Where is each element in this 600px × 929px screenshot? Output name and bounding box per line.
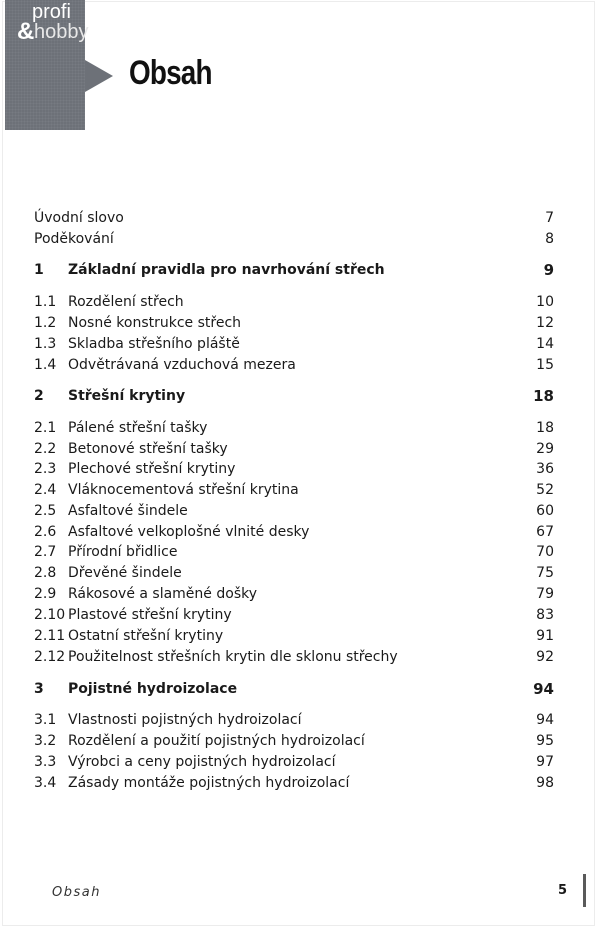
toc-title: Pálené střešní tašky (68, 420, 208, 436)
toc-page-number: 60 (536, 503, 554, 519)
toc-page-number: 70 (536, 544, 554, 560)
toc-number: 3 (34, 681, 44, 697)
toc-title: Dřevěné šindele (68, 565, 182, 581)
toc-number: 1 (34, 262, 44, 278)
toc-section (34, 605, 554, 625)
toc-page-number: 12 (536, 315, 554, 331)
toc-section (34, 480, 554, 500)
toc-section (34, 752, 554, 772)
toc-section (34, 563, 554, 583)
toc-front-matter (34, 229, 554, 249)
toc-section (34, 710, 554, 730)
toc-page-number: 15 (536, 357, 554, 373)
brand-logo-hobby: hobby (34, 21, 89, 43)
toc-front-matter (34, 208, 554, 228)
toc-section (34, 439, 554, 459)
toc-title: Výrobci a ceny pojistných hydroizolací (68, 754, 336, 770)
toc-title: Přírodní břidlice (68, 544, 178, 560)
toc-number: 1.3 (34, 336, 57, 352)
toc-title: Plechové střešní krytiny (68, 461, 236, 477)
toc-section (34, 501, 554, 521)
toc-page-number: 14 (536, 336, 554, 352)
toc-title: Plastové střešní krytiny (68, 607, 232, 623)
toc-number: 2.3 (34, 461, 57, 477)
toc-page-number: 29 (536, 441, 554, 457)
toc-number: 2.1 (34, 420, 57, 436)
toc-title: Úvodní slovo (34, 210, 124, 226)
toc-section (34, 459, 554, 479)
toc-title: Skladba střešního pláště (68, 336, 240, 352)
toc-page-number: 8 (545, 231, 554, 247)
toc-title: Ostatní střešní krytiny (68, 628, 224, 644)
toc-number: 2.5 (34, 503, 57, 519)
toc-title: Poděkování (34, 231, 114, 247)
toc-page-number: 79 (536, 586, 554, 602)
toc-number: 3.4 (34, 775, 57, 791)
toc-number: 2.6 (34, 524, 57, 540)
toc-page-number: 92 (536, 649, 554, 665)
toc-number: 2.9 (34, 586, 57, 602)
toc-page-number: 97 (536, 754, 554, 770)
brand-arrow-icon (85, 60, 113, 92)
toc-section (34, 647, 554, 667)
toc-page-number: 36 (536, 461, 554, 477)
toc-number: 2.7 (34, 544, 57, 560)
toc-section (34, 355, 554, 375)
toc-section (34, 313, 554, 333)
brand-logo-ampersand: & (17, 18, 35, 45)
toc-title: Rozdělení střech (68, 294, 184, 310)
toc-page-number: 18 (536, 420, 554, 436)
toc-page-number: 98 (536, 775, 554, 791)
toc-page-number: 83 (536, 607, 554, 623)
toc-title: Vláknocementová střešní krytina (68, 482, 299, 498)
toc-section (34, 334, 554, 354)
toc-number: 3.2 (34, 733, 57, 749)
toc-title: Zásady montáže pojistných hydroizolací (68, 775, 350, 791)
toc-title: Pojistné hydroizolace (68, 681, 238, 697)
toc-title: Rákosové a slaměné došky (68, 586, 257, 602)
toc-chapter (34, 679, 554, 699)
toc-section (34, 542, 554, 562)
footer-page-number: 5 (558, 883, 568, 898)
toc-number: 3.1 (34, 712, 57, 728)
toc-section (34, 418, 554, 438)
toc-chapter (34, 260, 554, 280)
toc-title: Betonové střešní tašky (68, 441, 228, 457)
toc-title: Použitelnost střešních krytin dle sklonu střechy (68, 649, 398, 665)
toc-title: Základní pravidla pro navrhování střech (68, 262, 385, 278)
toc-number: 1.1 (34, 294, 57, 310)
toc-page-number: 91 (536, 628, 554, 644)
toc-title: Asfaltové velkoplošné vlnité desky (68, 524, 310, 540)
toc-page-number: 18 (533, 387, 554, 405)
toc-page-number: 7 (545, 210, 554, 226)
toc-number: 2.10 (34, 607, 66, 623)
toc-page-number: 75 (536, 565, 554, 581)
toc-title: Rozdělení a použití pojistných hydroizolací (68, 733, 365, 749)
toc-page-number: 94 (536, 712, 554, 728)
toc-number: 2 (34, 388, 44, 404)
toc-section (34, 731, 554, 751)
toc-title: Střešní krytiny (68, 388, 186, 404)
page-title: Obsah (129, 54, 212, 92)
brand-logo-profi: profi (32, 1, 71, 23)
toc-title: Asfaltové šindele (68, 503, 188, 519)
footer-section-label: Obsah (52, 885, 101, 900)
toc-section (34, 584, 554, 604)
toc-number: 1.2 (34, 315, 57, 331)
toc-section (34, 292, 554, 312)
brand-logo (5, 0, 89, 130)
toc-number: 1.4 (34, 357, 57, 373)
toc-title: Nosné konstrukce střech (68, 315, 242, 331)
toc-number: 2.12 (34, 649, 66, 665)
toc-page-number: 52 (536, 482, 554, 498)
toc-title: Odvětrávaná vzduchová mezera (68, 357, 296, 373)
toc-section (34, 773, 554, 793)
toc-number: 2.11 (34, 628, 66, 644)
toc-number: 2.4 (34, 482, 57, 498)
toc-chapter (34, 386, 554, 406)
toc-page-number: 9 (543, 261, 554, 279)
toc-number: 3.3 (34, 754, 57, 770)
footer-thumb-bar (583, 874, 586, 907)
toc-number: 2.8 (34, 565, 57, 581)
toc-number: 2.2 (34, 441, 57, 457)
toc-page-number: 95 (536, 733, 554, 749)
toc-page-number: 94 (533, 680, 554, 698)
toc-title: Vlastnosti pojistných hydroizolací (68, 712, 302, 728)
toc-section (34, 522, 554, 542)
toc-page-number: 10 (536, 294, 554, 310)
toc-page-number: 67 (536, 524, 554, 540)
toc-section (34, 626, 554, 646)
